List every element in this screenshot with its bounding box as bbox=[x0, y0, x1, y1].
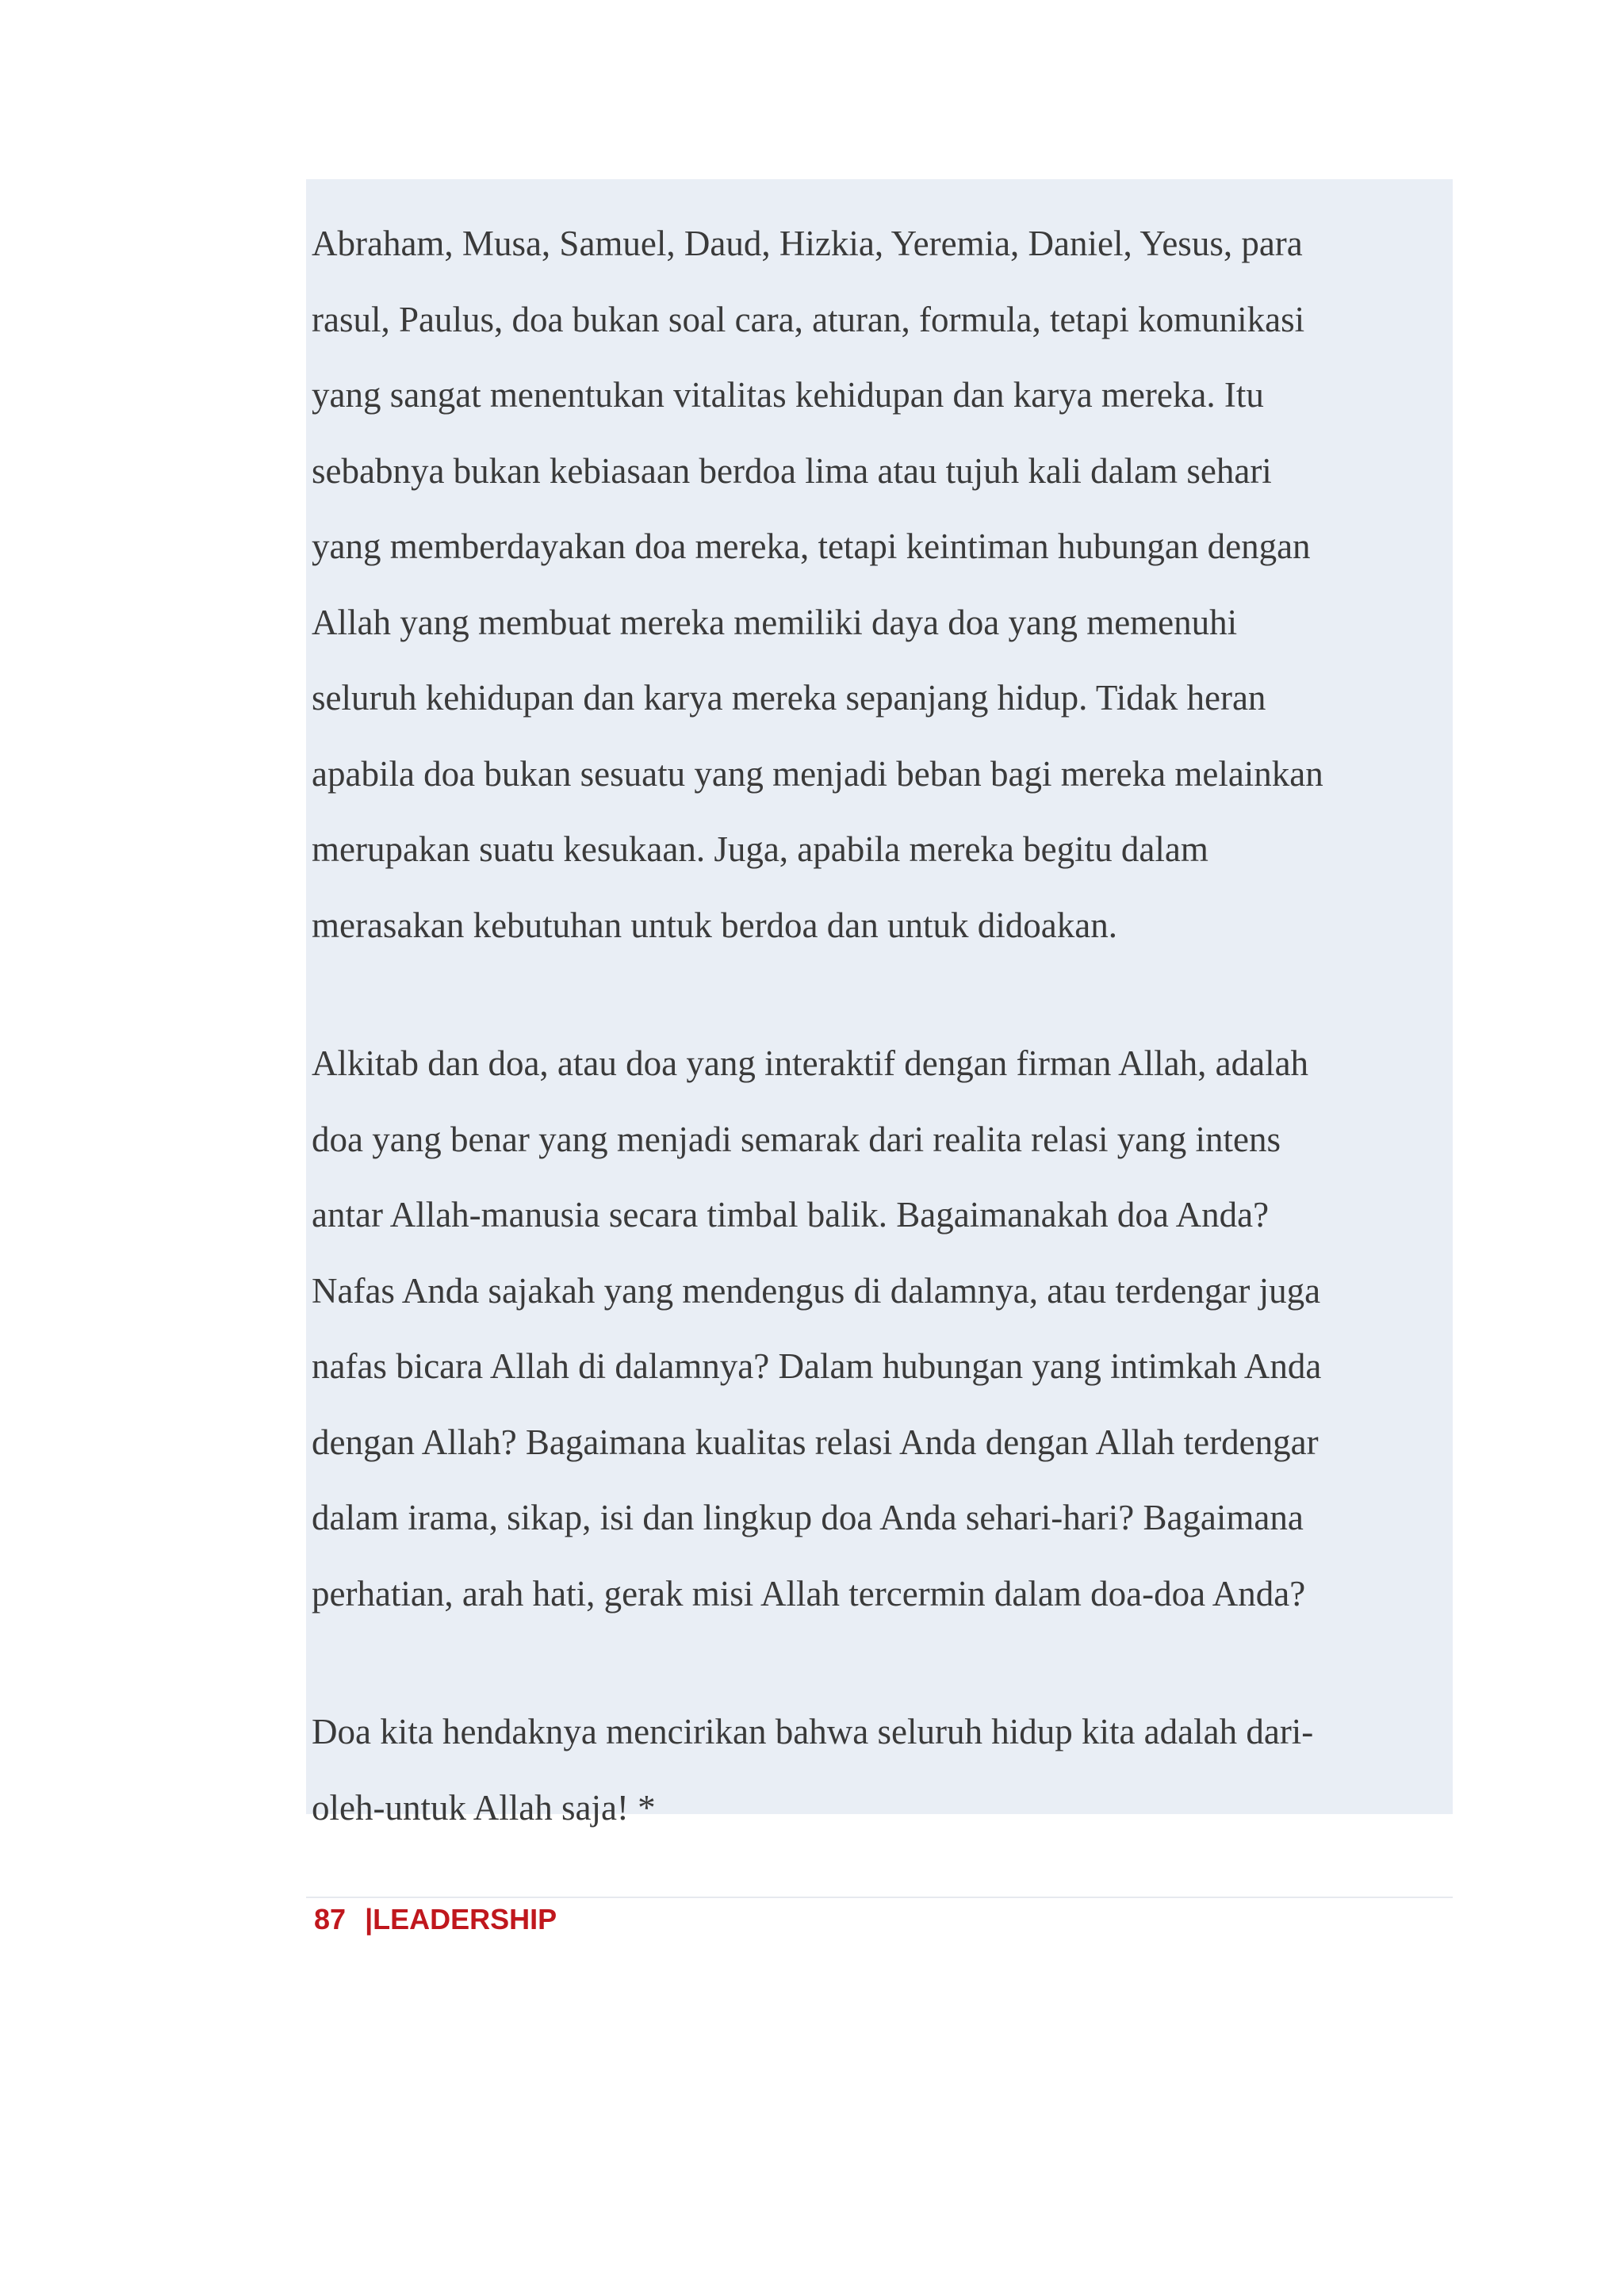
text-line: dalam irama, sikap, isi dan lingkup doa Anda sehari-hari? Bagaimana bbox=[312, 1498, 1304, 1537]
text-line: oleh-untuk Allah saja! * bbox=[312, 1787, 656, 1828]
text-line: perhatian, arah hati, gerak misi Allah tercermin dalam doa-doa Anda? bbox=[312, 1573, 1306, 1614]
text-line: rasul, Paulus, doa bukan soal cara, aturan, formula, tetapi komunikasi bbox=[312, 299, 1305, 339]
section-title: LEADERSHIP bbox=[373, 1903, 557, 1935]
footer-divider bbox=[306, 1897, 1453, 1898]
text-line: yang sangat menentukan vitalitas kehidupan dan karya mereka. Itu bbox=[312, 375, 1264, 415]
text-line: merasakan kebutuhan untuk berdoa dan untuk didoakan. bbox=[312, 905, 1117, 945]
text-line: Alkitab dan doa, atau doa yang interaktif dengan firman Allah, adalah bbox=[312, 1043, 1309, 1083]
paragraph-spacer bbox=[312, 963, 1454, 1026]
text-line: seluruh kehidupan dan karya mereka sepanjang hidup. Tidak heran bbox=[312, 678, 1266, 718]
paragraph-spacer bbox=[312, 1632, 1454, 1694]
paragraph-3 bbox=[312, 1694, 1454, 1846]
paragraph-2 bbox=[312, 1026, 1454, 1632]
text-line: apabila doa bukan sesuatu yang menjadi beban bagi mereka melainkan bbox=[312, 753, 1323, 794]
text-line: merupakan suatu kesukaan. Juga, apabila mereka begitu dalam bbox=[312, 829, 1208, 869]
footer-separator: | bbox=[365, 1903, 373, 1935]
text-line: antar Allah-manusia secara timbal balik. Bagaimanakah doa Anda? bbox=[312, 1195, 1270, 1235]
paragraph-1 bbox=[312, 206, 1454, 963]
page-number: 87 bbox=[314, 1903, 347, 1935]
text-line: Nafas Anda sajakah yang mendengus di dalamnya, atau terdengar juga bbox=[312, 1270, 1321, 1311]
text-line: yang memberdayakan doa mereka, tetapi keintiman hubungan dengan bbox=[312, 526, 1311, 566]
text-line: sebabnya bukan kebiasaan berdoa lima atau tujuh kali dalam sehari bbox=[312, 450, 1272, 491]
page-footer bbox=[314, 1903, 557, 1936]
text-line: Doa kita hendaknya mencirikan bahwa seluruh hidup kita adalah dari- bbox=[312, 1712, 1314, 1751]
text-line: Abraham, Musa, Samuel, Daud, Hizkia, Yeremia, Daniel, Yesus, para bbox=[312, 224, 1303, 263]
text-line: Allah yang membuat mereka memiliki daya doa yang memenuhi bbox=[312, 602, 1238, 642]
body-text bbox=[312, 206, 1454, 1846]
text-line: nafas bicara Allah di dalamnya? Dalam hubungan yang intimkah Anda bbox=[312, 1346, 1322, 1386]
text-line: doa yang benar yang menjadi semarak dari realita relasi yang intens bbox=[312, 1119, 1281, 1159]
text-line: dengan Allah? Bagaimana kualitas relasi Anda dengan Allah terdengar bbox=[312, 1422, 1319, 1462]
